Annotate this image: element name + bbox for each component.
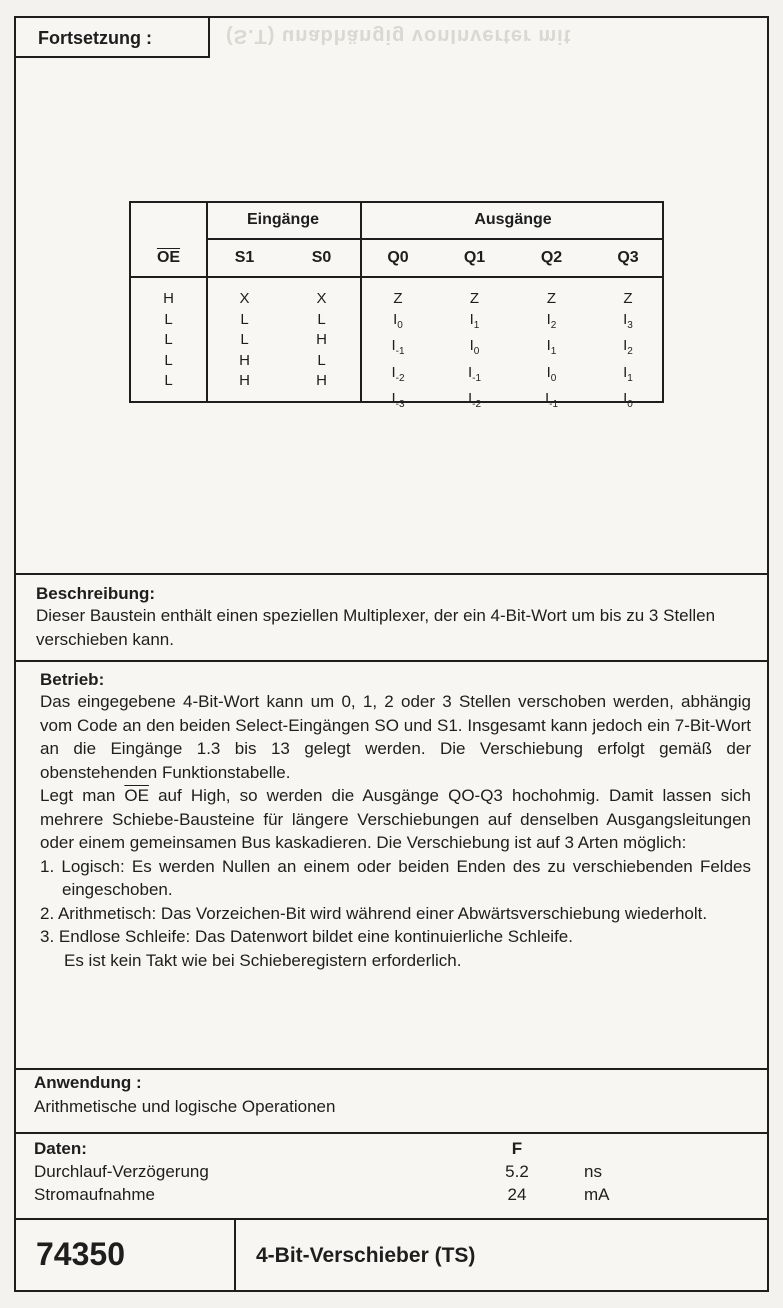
table-cell: Z (546, 290, 557, 307)
table-cell: $I_0$ (393, 310, 403, 331)
bleed-through-text: (S.T) unabhängig vonInverter mit (226, 25, 572, 47)
description-section (36, 584, 753, 651)
list-item: 1. Logisch: Es werden Nullen an einem oder beiden Enden des zu verschiebenden Feldes eingeschoben. (40, 856, 751, 899)
table-cell: Z (469, 290, 480, 307)
table-cell: L (317, 310, 326, 328)
data-value: 24 (507, 1185, 527, 1204)
data-title: Daten: (34, 1139, 87, 1158)
datasheet-page (14, 16, 769, 1292)
table-cell: $I_{-1}$ (391, 337, 405, 357)
table-cell: $I_{-1}$ (467, 363, 482, 384)
table-cell: L (164, 372, 173, 389)
list-item: 2. Arithmetisch: Das Vorzeichen-Bit wird während einer Abwärtsverschiebung wiederholt. (40, 903, 708, 923)
outputs-group-header: Ausgänge (474, 211, 552, 228)
data-unit: ns (584, 1162, 602, 1181)
table-cell: H (239, 372, 250, 389)
table-cell: L (317, 351, 326, 369)
q3-column (590, 289, 666, 416)
application-text: Arithmetische und logische Operationen (34, 1097, 336, 1116)
operation-paragraph-2: Legt man $\overline{OE}$ auf High, so werden die Ausgänge QO-Q3 hochohmig. Damit lassen sich mehrere Schiebe-Bausteine für längere Verschiebungen auf denselben Ausgangsleitungen oder einem gemeinsamen Bus kaskadieren. Die Verschiebung ist auf 3 Arten möglich: (40, 786, 751, 852)
operation-paragraph-1: Das eingegebene 4-Bit-Wort kann um 0, 1, 2 oder 3 Stellen verschoben werden, abhängig vom Code an den beiden Select-Eingängen SO und S1. Insgesamt kann jedoch ein 7-Bit-Wort an die Eingänge 1.3 bis 13 gelegt werden. Die Verschiebung erfolgt gemäß der obenstehenden Funktionstabelle. (40, 692, 751, 782)
part-name: 4-Bit-Verschieber (TS) (256, 1244, 476, 1267)
table-cell: $I_{-2}$ (467, 390, 482, 410)
part-number: 74350 (16, 1220, 236, 1292)
data-column-header: F (511, 1139, 523, 1158)
oe-signal-name: $\overline{OE}$ (124, 786, 149, 805)
col-header-s0: S0 (311, 249, 332, 266)
q0-column (360, 289, 436, 416)
data-section (34, 1139, 753, 1208)
table-cell: $I_1$ (469, 310, 480, 331)
data-unit: mA (584, 1185, 610, 1204)
data-label: Durchlauf-Verzögerung (34, 1162, 209, 1181)
table-cell: $I_1$ (623, 363, 633, 384)
data-label: Stromaufnahme (34, 1185, 155, 1204)
list-item-continuation: Es ist kein Takt wie bei Schieberegistern erforderlich. (64, 950, 462, 970)
table-cell: L (164, 351, 173, 369)
table-cell: $I_1$ (546, 337, 557, 357)
s0-column (283, 289, 360, 392)
table-cell: Z (623, 290, 633, 307)
application-section (34, 1073, 753, 1119)
operation-section (40, 670, 751, 972)
col-header-oe: $\overline{OE}$ (156, 249, 181, 266)
table-cell: $I_{-3}$ (391, 390, 405, 410)
description-text: Dieser Baustein enthält einen speziellen Multiplexer, der ein 4-Bit-Wort um bis zu 3 Stellen verschieben kann. (36, 606, 716, 649)
table-cell: Z (393, 290, 403, 307)
description-title: Beschreibung: (36, 584, 156, 603)
data-row (34, 1162, 753, 1185)
col-header-q1: Q1 (463, 249, 486, 266)
table-cell: L (164, 310, 173, 328)
section-divider (16, 1132, 767, 1134)
col-header-q0: Q0 (387, 249, 409, 266)
table-cell: $I_0$ (623, 390, 633, 410)
section-divider (16, 1068, 767, 1070)
q2-column (513, 289, 590, 416)
table-cell: H (316, 372, 327, 389)
section-divider (16, 573, 767, 575)
table-cell: L (240, 310, 249, 328)
table-cell: H (239, 351, 250, 369)
q1-column (436, 289, 513, 416)
list-item: 3. Endlose Schleife: Das Datenwort bildet eine kontinuierliche Schleife. (40, 927, 573, 946)
col-header-s1: S1 (234, 249, 255, 266)
table-cell: L (240, 331, 249, 348)
col-header-q3: Q3 (617, 249, 639, 266)
table-cell: $I_2$ (623, 337, 633, 357)
table-cell: $I_3$ (623, 310, 633, 331)
inputs-group-header: Eingänge (246, 211, 319, 228)
table-cell: $I_0$ (469, 337, 480, 357)
oe-column (131, 289, 206, 392)
data-value: 5.2 (505, 1162, 529, 1181)
table-cell: X (239, 290, 250, 307)
continuation-label: Fortsetzung : (16, 18, 210, 58)
table-divider (131, 276, 662, 278)
table-cell: X (316, 290, 327, 307)
table-divider (206, 238, 662, 240)
table-cell: $I_0$ (546, 363, 557, 384)
function-table (129, 201, 664, 410)
table-cell: H (163, 290, 174, 307)
table-cell: $I_{-1}$ (544, 390, 559, 410)
table-cell: $I_{-2}$ (391, 363, 405, 384)
application-title: Anwendung : (34, 1073, 142, 1092)
operation-title: Betrieb: (40, 670, 105, 689)
data-row (34, 1185, 753, 1208)
section-divider (16, 660, 767, 662)
col-header-q2: Q2 (540, 249, 563, 266)
s1-column (206, 289, 283, 392)
table-cell: $I_2$ (546, 310, 557, 331)
table-cell: L (164, 331, 173, 348)
table-cell: H (316, 331, 327, 348)
